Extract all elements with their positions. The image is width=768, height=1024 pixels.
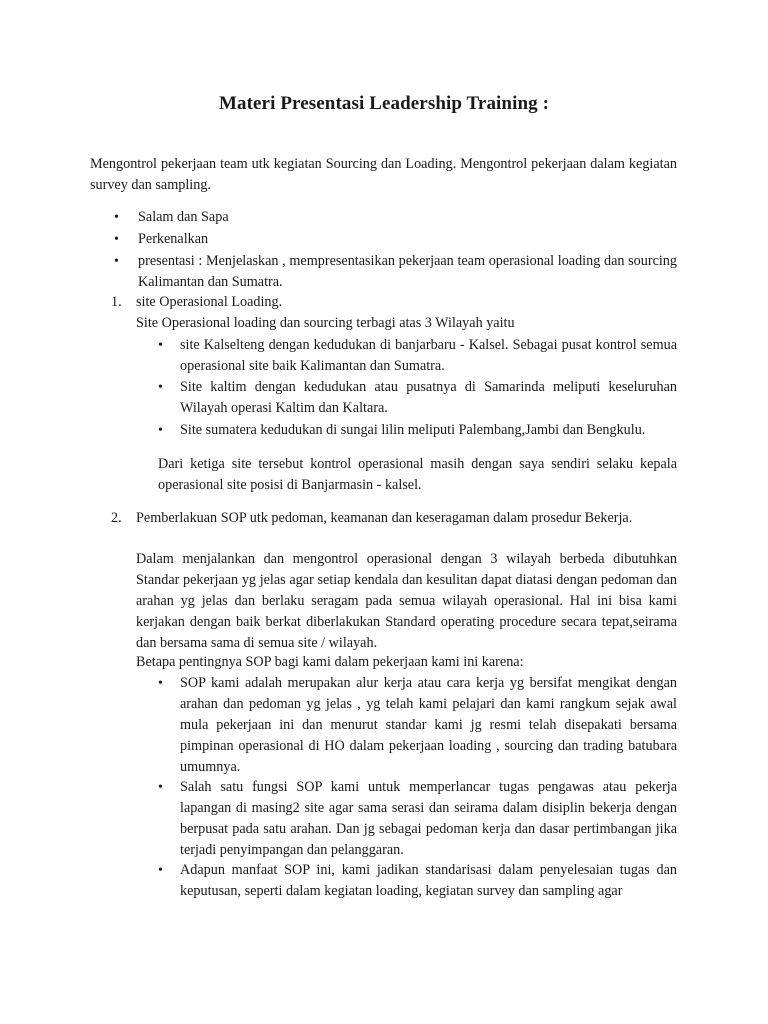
list-item: • Adapun manfaat SOP ini, kami jadikan standarisasi dalam penyelesaian tugas dan keputusan, seperti dalam kegiatan loading, kegiatan survey dan sampling agar xyxy=(158,862,677,899)
bullet-icon: • xyxy=(158,863,163,878)
list-item: • Salam dan Sapa xyxy=(114,207,677,228)
body-paragraph: Dalam menjalankan dan mengontrol operasional dengan 3 wilayah berbeda dibutuhkan Standar pekerjaan yg jelas agar setiap kendala dan kesulitan dapat diatasi dengan pedoman dan arahan yg jelas dan berlaku seragam pada semua wilayah operasional. Hal ini bisa kami kerjakan dengan baik berkat diberlakukan Standard operating procedure secara tepat,seirama dan bersama sama di semua site / wilayah. xyxy=(136,551,677,651)
intro-paragraph: Mengontrol pekerjaan team utk kegiatan Sourcing dan Loading. Mengontrol pekerjaan dalam kegiatan survey dan sampling. xyxy=(90,156,677,193)
list-item: • Salah satu fungsi SOP kami untuk memperlancar tugas pengawas atau pekerja lapangan di masing2 site agar sama serasi dan seirama dalam disiplin bekerja dengan berpusat pada satu arahan. Dan jg sebagai pedoman kerja dan dasar pertimbangan jika terjadi penyimpangan dan pelanggaran. xyxy=(158,779,677,858)
bullet-icon: • xyxy=(114,232,119,247)
closing-paragraph: Dari ketiga site tersebut kontrol operasional masih dengan saya sendiri selaku kepala operasional site posisi di Banjarmasin - kalsel. xyxy=(158,456,677,493)
bullet-icon: • xyxy=(158,380,163,395)
list-item: • site Kalselteng dengan kedudukan di banjarbaru - Kalsel. Sebagai pusat kontrol semua operasional site baik Kalimantan dan Sumatra. xyxy=(158,337,677,374)
bullet-icon: • xyxy=(158,338,163,353)
section-heading: Pemberlakuan SOP utk pedoman, keamanan dan keseragaman dalam prosedur Bekerja. xyxy=(136,510,633,526)
list-item: • presentasi : Menjelaskan , mempresentasikan pekerjaan team operasional loading dan sourcing Kalimantan dan Sumatra. xyxy=(114,253,677,290)
list-item: • SOP kami adalah merupakan alur kerja atau cara kerja yg bersifat mengikat dengan arahan dan pedoman yg jelas , yg telah kami pelajari dan kami rangkum sejak awal mula pekerjaan ini dan menurut standar kami jg resmi telah disepakati bersama pimpinan operasional di HO dalam pekerjaan loading , sourcing dan trading batubara umumnya. xyxy=(158,675,677,775)
list-item: • Site kaltim dengan kedudukan atau pusatnya di Samarinda meliputi keseluruhan Wilayah operasi Kaltim dan Kaltara. xyxy=(158,379,677,416)
bullet-icon: • xyxy=(114,210,119,225)
list-item: • Perkenalkan xyxy=(114,229,677,250)
page-title: Materi Presentasi Leadership Training : xyxy=(218,93,550,114)
list-number: 1. xyxy=(111,294,122,310)
list-item: • Site sumatera kedudukan di sungai lilin meliputi Palembang,Jambi dan Bengkulu. xyxy=(158,420,677,441)
section-subheading: Site Operasional loading dan sourcing terbagi atas 3 Wilayah yaitu xyxy=(136,315,515,331)
bullet-icon: • xyxy=(158,423,163,438)
bullet-icon: • xyxy=(158,676,163,691)
bullet-icon: • xyxy=(158,780,163,795)
section-heading: site Operasional Loading. xyxy=(136,294,283,310)
lead-line: Betapa pentingnya SOP bagi kami dalam pekerjaan kami ini karena: xyxy=(136,654,524,670)
bullet-icon: • xyxy=(114,254,119,269)
list-number: 2. xyxy=(111,510,122,526)
